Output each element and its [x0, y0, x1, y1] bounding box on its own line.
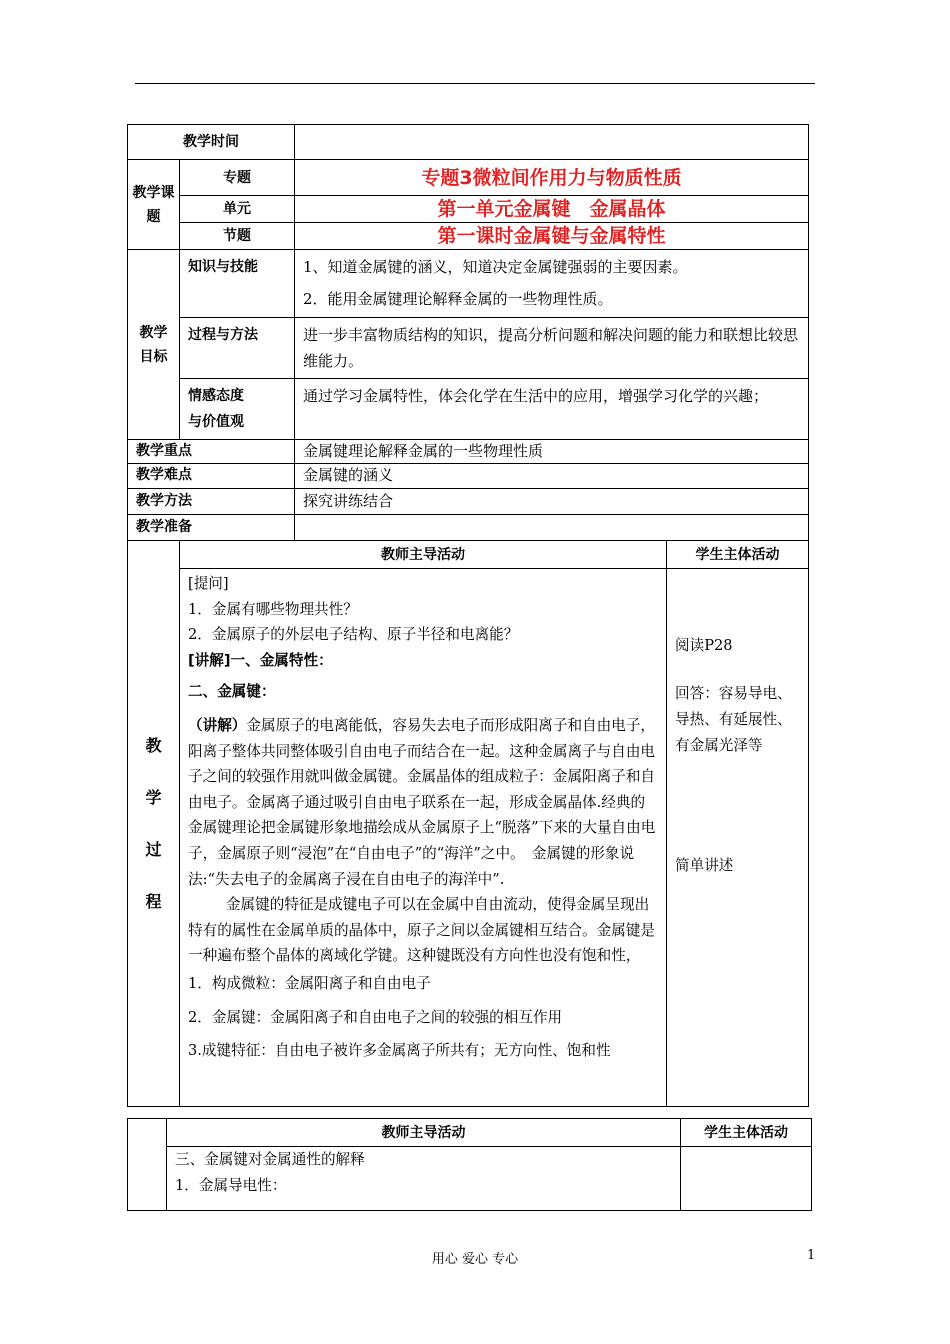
paragraph-1: （讲解）金属原子的电离能低，容易失去电子而形成阳离子和自由电子，阳离子整体共同整体吸引自由电子而结合在一起。这种金属离子与自由电子之间的较强作用就叫做金属键。金属晶体的组成粒子：金属阳离子和自由电子。金属离子通过吸引自由电子联系在一起，形成金属晶体.经典的金属键理论把金属键形象地描绘成从金属原子上“脱落”下来的大量自由电子，金属原子则“浸泡”在“自由电子”的“海洋”之中。 金属键的形象说法:“失去电子的金属离子浸在自由电子的海洋中”.: [188, 716, 656, 888]
student-activity-header: 学生主体活动: [667, 541, 809, 569]
item-2: 2．金属键：金属阳离子和自由电子之间的较强的相互作用: [188, 1008, 563, 1026]
section-2-heading: 二、金属键：: [188, 683, 276, 701]
student-answer-3: 有金属光泽等: [675, 737, 763, 754]
focus-label: 教学重点: [128, 440, 295, 464]
unit-value: 第一单元金属键 金属晶体: [295, 196, 809, 223]
lecture-1: [讲解]一、金属特性：: [188, 651, 333, 669]
student-brief: 简单讲述: [675, 857, 734, 874]
difficulty-label: 教学难点: [128, 464, 295, 489]
section-label: 节题: [180, 223, 295, 250]
student-answer-1: 回答：容易导电、: [675, 685, 792, 702]
unit-label: 单元: [180, 196, 295, 223]
difficulty-value: 金属键的涵义: [295, 464, 809, 489]
item-1: 1．构成微粒：金属阳离子和自由电子: [188, 974, 431, 992]
teacher-activity-header-2: 教师主导活动: [167, 1119, 681, 1147]
knowledge-text: [295, 250, 809, 318]
emotion-text: 通过学习金属特性，体会化学在生活中的应用，增强学习化学的兴趣；: [295, 379, 809, 440]
question-1: 1．金属有哪些物理共性？: [188, 600, 358, 618]
prep-value: [295, 515, 809, 541]
course-label: 教学课题: [128, 160, 180, 250]
teaching-time-value: [295, 125, 809, 160]
section-value: 第一课时金属键与金属特性: [295, 223, 809, 250]
lesson-plan-table: [127, 124, 809, 1107]
continuation-content: [167, 1147, 681, 1211]
focus-value: 金属键理论解释金属的一些物理性质: [295, 440, 809, 464]
section-3-heading: 三、金属键对金属通性的解释: [175, 1151, 365, 1168]
question-2: 2．金属原子的外层电子结构、原子半径和电离能？: [188, 626, 519, 644]
teacher-activity-header: 教师主导活动: [180, 541, 667, 569]
continuation-student-cell: [681, 1147, 812, 1211]
emotion-label: 情感态度 与价值观: [180, 379, 295, 440]
ask-label: [提问]: [188, 575, 229, 592]
continuation-table: [127, 1118, 812, 1211]
student-activity-header-2: 学生主体活动: [681, 1119, 812, 1147]
topic-label: 专题: [180, 160, 295, 196]
paragraph-2: 金属键的特征是成键电子可以在金属中自由流动，使得金属呈现出特有的属性在金属单质的晶体中，原子之间以金属键相互结合。金属键是一种遍布整个晶体的离域化学键。这种键既没有方向性也没有饱和性，: [188, 896, 656, 965]
student-answer-2: 导热、有延展性、: [675, 711, 792, 728]
knowledge-line-1: 1、知道金属键的涵义，知道决定金属键强弱的主要因素。: [303, 258, 688, 276]
item-3: 3.成键特征：自由电子被许多金属离子所共有；无方向性、饱和性: [188, 1042, 611, 1060]
knowledge-label: 知识与技能: [180, 250, 295, 318]
student-read: 阅读P28: [675, 637, 733, 654]
teacher-activity-content: [180, 569, 667, 1107]
continuation-left-cell: [128, 1119, 167, 1211]
conductivity-item: 1．金属导电性：: [175, 1177, 287, 1194]
method-label: 教学方法: [128, 489, 295, 515]
header-rule: [135, 83, 815, 84]
knowledge-line-2: 2．能用金属键理论解释金属的一些物理性质。: [303, 290, 613, 308]
process-text: 进一步丰富物质结构的知识，提高分析问题和解决问题的能力和联想比较思维能力。: [295, 318, 809, 379]
teaching-time-label: 教学时间: [128, 125, 295, 160]
prep-label: 教学准备: [128, 515, 295, 541]
student-activity-content: [667, 569, 809, 1107]
method-value: 探究讲练结合: [295, 489, 809, 515]
goals-label: 教学目标: [128, 250, 180, 440]
page-number: 1: [807, 1248, 816, 1263]
process-section-label: 教 学 过 程: [128, 541, 180, 1107]
footer-text: 用心 爱心 专心: [431, 1252, 519, 1267]
topic-value: 专题3微粒间作用力与物质性质: [295, 160, 809, 196]
process-label: 过程与方法: [180, 318, 295, 379]
